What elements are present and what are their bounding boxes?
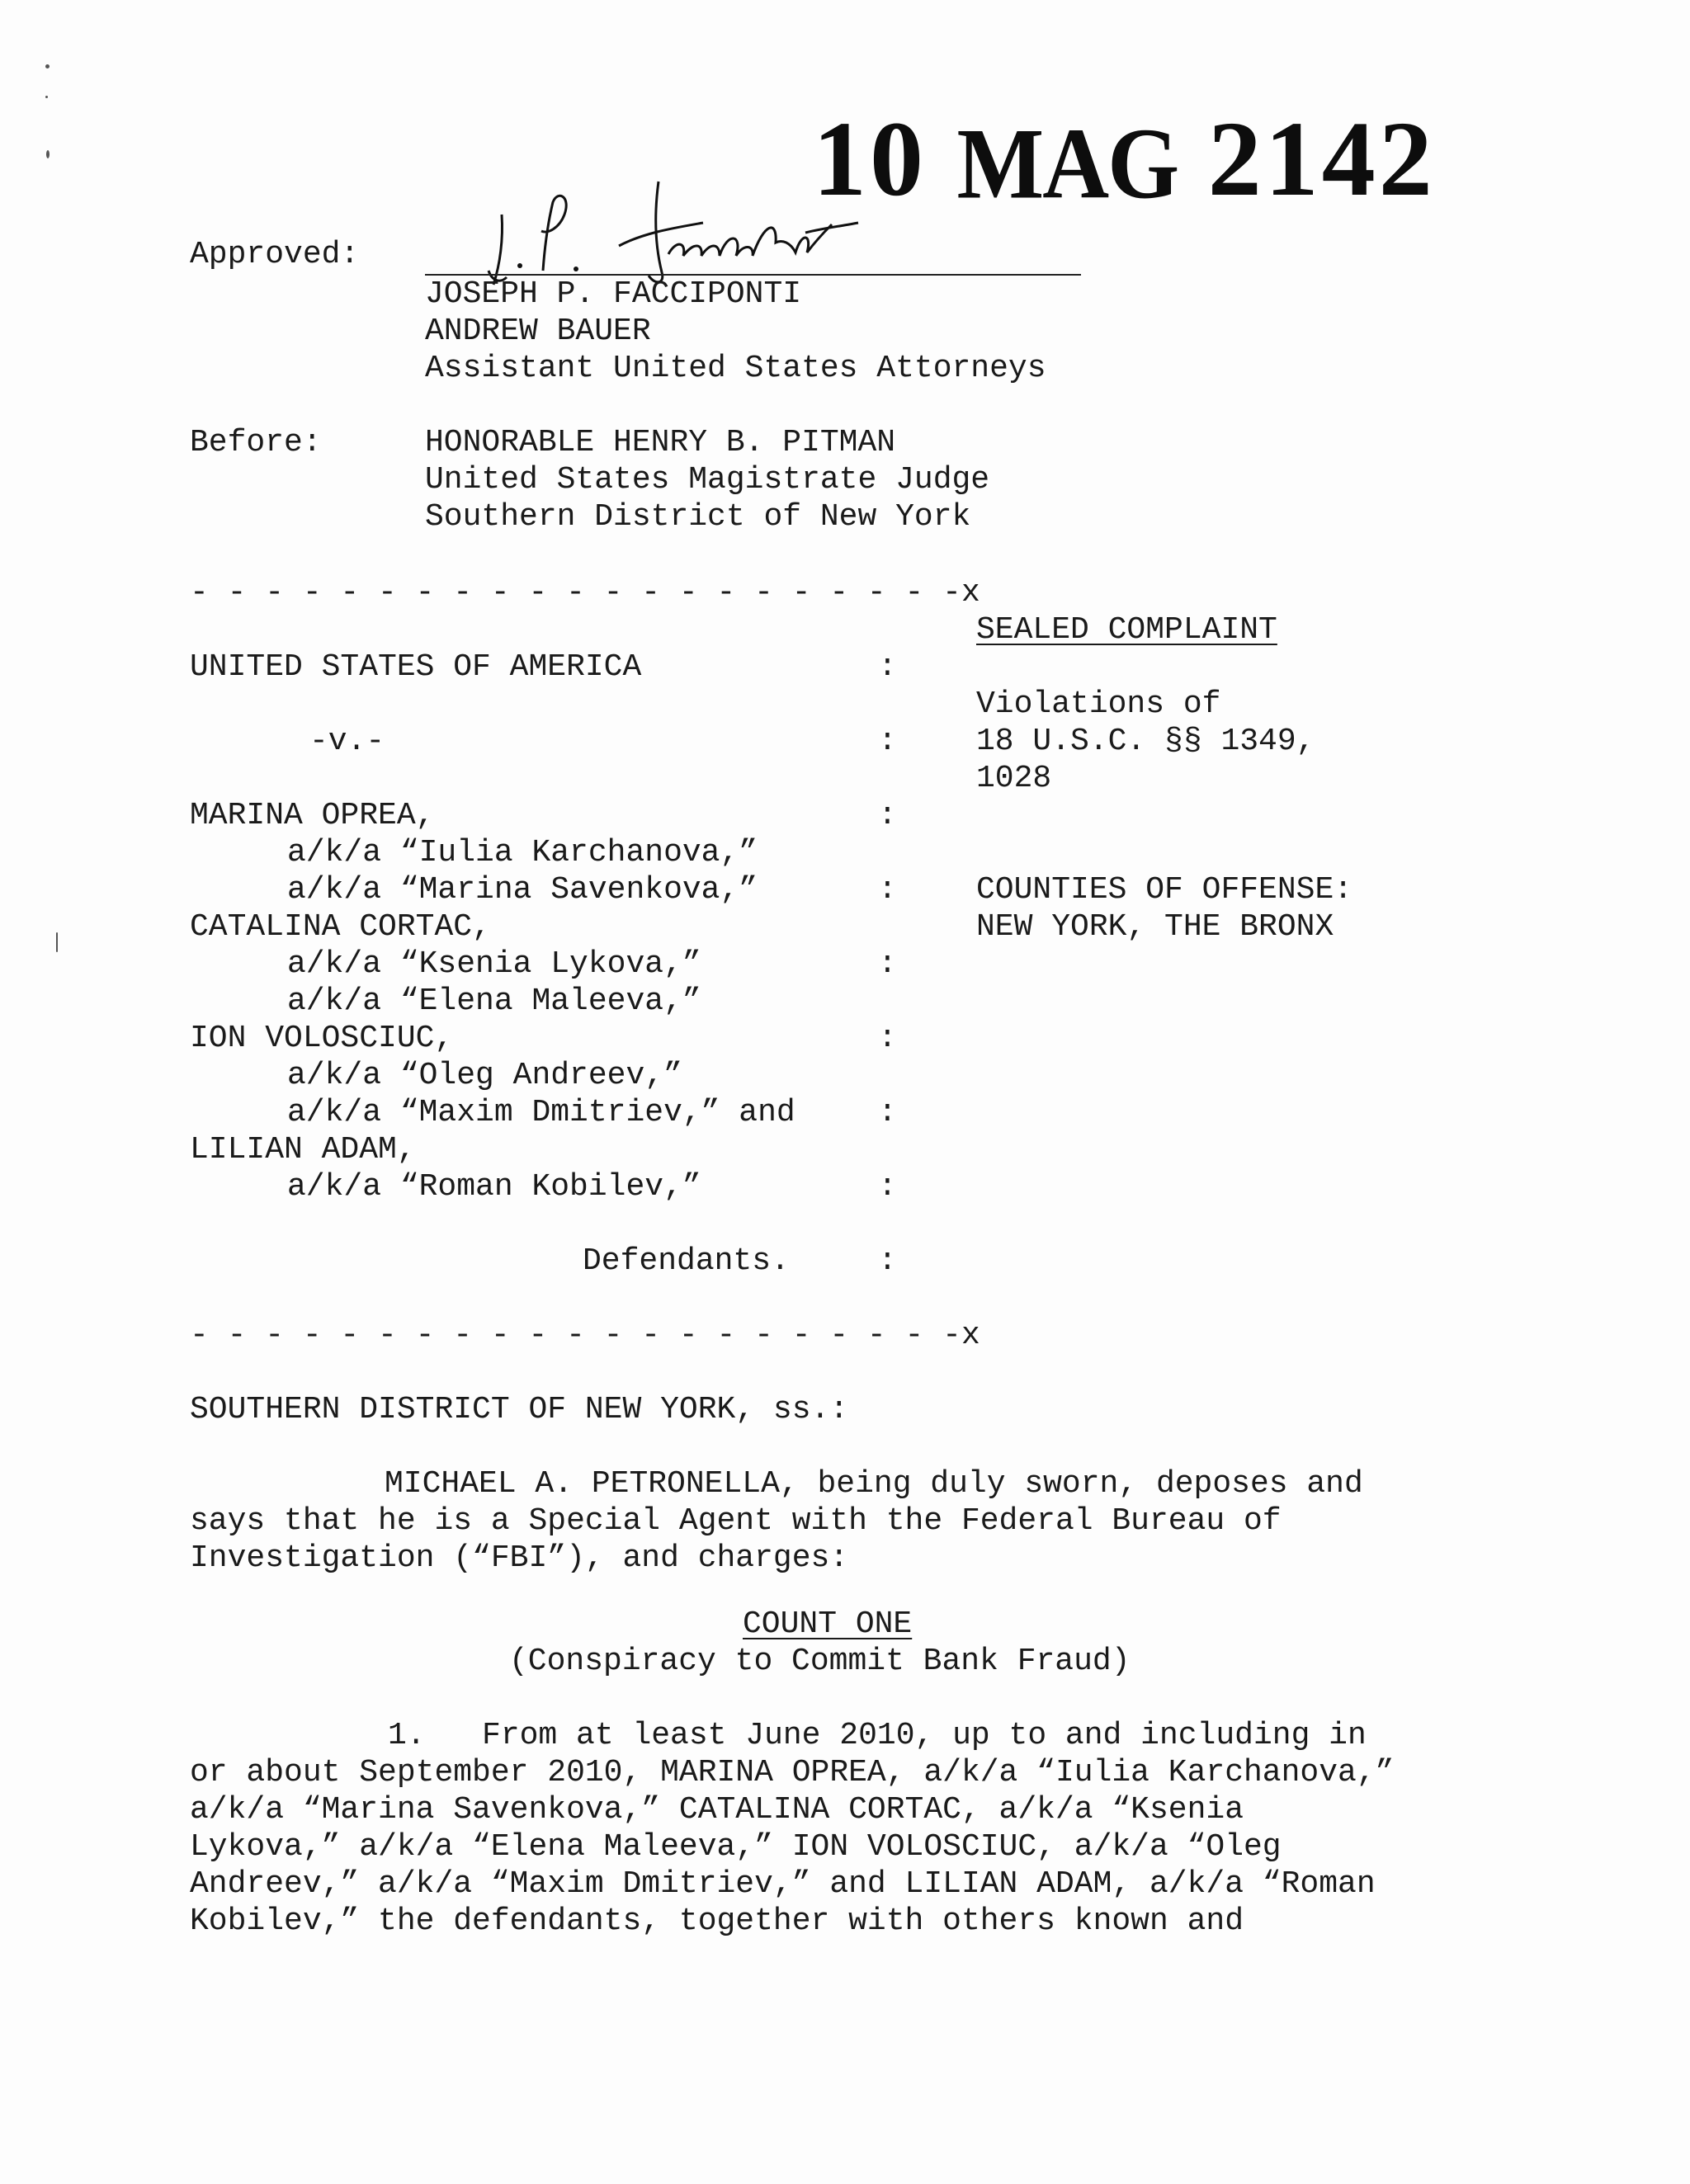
defendant-alias: a/k/a “Ksenia Lykova,”	[287, 946, 701, 982]
violations-line: 18 U.S.C. §§ 1349,	[976, 724, 1315, 759]
defendant-name: ION VOLOSCIUC,	[190, 1021, 454, 1056]
count-title: COUNT ONE	[743, 1606, 913, 1642]
paragraph-line: Andreev,” a/k/a “Maxim Dmitriev,” and LILIAN ADAM, a/k/a “Roman	[190, 1866, 1376, 1902]
case-number-stamp	[813, 97, 1436, 221]
scan-speck	[56, 932, 58, 952]
counties-label: COUNTIES OF OFFENSE:	[976, 872, 1353, 908]
versus: -v.-	[309, 724, 385, 759]
scan-speck	[46, 150, 50, 158]
approved-label: Approved:	[190, 237, 360, 272]
caption-colon: :	[878, 798, 897, 833]
venue: SOUTHERN DISTRICT OF NEW YORK, ss.:	[190, 1392, 849, 1427]
plaintiff: UNITED STATES OF AMERICA	[190, 649, 642, 685]
paragraph-line: a/k/a “Marina Savenkova,” CATALINA CORTAC, a/k/a “Ksenia	[190, 1792, 1244, 1828]
approver-name-2: ANDREW BAUER	[425, 314, 651, 349]
defendant-alias: a/k/a “Roman Kobilev,”	[287, 1169, 701, 1205]
approver-title: Assistant United States Attorneys	[425, 351, 1046, 386]
caption-colon: :	[878, 1243, 897, 1279]
caption-colon: :	[878, 872, 897, 908]
paragraph-line: Lykova,” a/k/a “Elena Maleeva,” ION VOLOSCIUC, a/k/a “Oleg	[190, 1829, 1282, 1865]
approver-name-1: JOSEPH P. FACCIPONTI	[425, 276, 802, 312]
defendant-alias: a/k/a “Marina Savenkova,”	[287, 872, 758, 908]
violations-line: Violations of	[976, 686, 1221, 722]
defendants-label: Defendants.	[583, 1243, 790, 1279]
signature-handwritten	[479, 173, 875, 289]
stamp-prefix: 10	[813, 100, 927, 219]
defendant-alias: a/k/a “Elena Maleeva,”	[287, 984, 701, 1019]
caption-colon: :	[878, 1095, 897, 1130]
caption-colon: :	[878, 946, 897, 982]
paragraph-line: Kobilev,” the defendants, together with others known and	[190, 1903, 1244, 1939]
caption-colon: :	[878, 1169, 897, 1205]
defendant-alias: a/k/a “Iulia Karchanova,”	[287, 835, 758, 870]
violations-line: 1028	[976, 761, 1052, 796]
judge-name: HONORABLE HENRY B. PITMAN	[425, 425, 896, 460]
defendant-alias: a/k/a “Oleg Andreev,”	[287, 1058, 682, 1093]
defendant-name: CATALINA CORTAC,	[190, 909, 491, 945]
defendant-alias: a/k/a “Maxim Dmitriev,” and	[287, 1095, 795, 1130]
caption-colon: :	[878, 724, 897, 759]
counties-value: NEW YORK, THE BRONX	[976, 909, 1334, 945]
intro-line: Investigation (“FBI”), and charges:	[190, 1540, 849, 1576]
judge-district: Southern District of New York	[425, 499, 971, 535]
caption-divider-bottom: - - - - - - - - - - - - - - - - - - - - -x	[190, 1318, 980, 1353]
scan-speck	[45, 96, 48, 98]
paragraph-line: 1. From at least June 2010, up to and including in	[388, 1718, 1367, 1753]
stamp-number: 2142	[1207, 100, 1436, 219]
intro-line: MICHAEL A. PETRONELLA, being duly sworn, deposes and	[385, 1466, 1363, 1502]
before-label: Before:	[190, 425, 322, 460]
defendant-name: LILIAN ADAM,	[190, 1132, 416, 1167]
sealed-complaint-heading: SEALED COMPLAINT	[976, 612, 1277, 648]
caption-colon: :	[878, 1021, 897, 1056]
caption-colon: :	[878, 649, 897, 685]
scan-speck	[45, 64, 50, 68]
defendant-name: MARINA OPREA,	[190, 798, 435, 833]
paragraph-line: or about September 2010, MARINA OPREA, a/k/a “Iulia Karchanova,”	[190, 1755, 1395, 1790]
intro-line: says that he is a Special Agent with the Federal Bureau of	[190, 1503, 1282, 1539]
stamp-code: MAG	[956, 107, 1178, 221]
count-subtitle: (Conspiracy to Commit Bank Fraud)	[509, 1644, 1131, 1679]
caption-divider-top: - - - - - - - - - - - - - - - - - - - - -x	[190, 575, 980, 611]
judge-title: United States Magistrate Judge	[425, 462, 990, 498]
